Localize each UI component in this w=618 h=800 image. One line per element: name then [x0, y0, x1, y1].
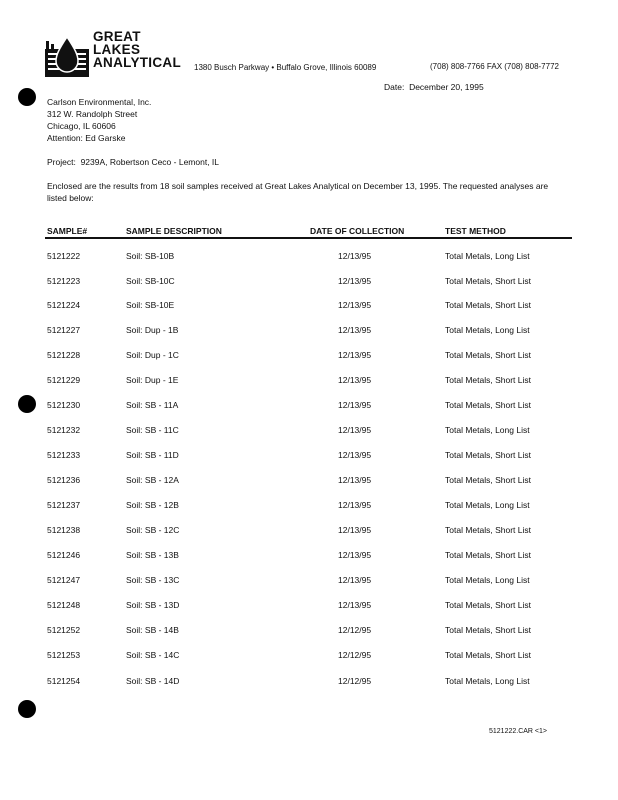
- cell-test-method: Total Metals, Short List: [445, 475, 531, 485]
- cell-date: 12/13/95: [338, 350, 372, 360]
- cell-test-method: Total Metals, Long List: [445, 251, 530, 261]
- cell-sample-number: 5121247: [47, 575, 81, 585]
- project-label: Project:: [47, 157, 76, 167]
- recipient-company: Carlson Environmental, Inc.: [47, 97, 152, 107]
- cell-date: 12/13/95: [338, 550, 372, 560]
- cell-date: 12/13/95: [338, 475, 372, 485]
- cell-sample-number: 5121246: [47, 550, 81, 560]
- cell-test-method: Total Metals, Short List: [445, 550, 531, 560]
- cell-description: Soil: SB - 12A: [126, 475, 179, 485]
- cell-description: Soil: SB - 13D: [126, 600, 180, 610]
- cell-sample-number: 5121233: [47, 450, 81, 460]
- recipient-attention: Attention: Ed Garske: [47, 133, 126, 143]
- cell-test-method: Total Metals, Long List: [445, 500, 530, 510]
- cell-sample-number: 5121252: [47, 625, 81, 635]
- cell-test-method: Total Metals, Long List: [445, 676, 530, 686]
- date-label: Date:: [384, 82, 405, 92]
- cell-date: 12/13/95: [338, 251, 372, 261]
- cell-sample-number: 5121228: [47, 350, 81, 360]
- header-rule: [45, 237, 572, 239]
- project-value: 9239A, Robertson Ceco - Lemont, IL: [80, 157, 220, 167]
- cell-test-method: Total Metals, Short List: [445, 300, 531, 310]
- cell-description: Soil: SB - 11C: [126, 425, 179, 435]
- cell-sample-number: 5121248: [47, 600, 81, 610]
- cell-test-method: Total Metals, Short List: [445, 350, 531, 360]
- cell-test-method: Total Metals, Short List: [445, 400, 531, 410]
- cell-date: 12/13/95: [338, 400, 372, 410]
- cell-description: Soil: SB - 12C: [126, 525, 180, 535]
- cell-date: 12/13/95: [338, 300, 372, 310]
- letter-date: [384, 82, 484, 92]
- header-sample-description: SAMPLE DESCRIPTION: [126, 226, 222, 236]
- cell-sample-number: 5121238: [47, 525, 81, 535]
- cell-description: Soil: SB - 13B: [126, 550, 179, 560]
- cell-test-method: Total Metals, Short List: [445, 650, 531, 660]
- cell-date: 12/12/95: [338, 625, 372, 635]
- company-logo-wordmark: [93, 30, 181, 69]
- punch-hole-bottom: [18, 700, 36, 718]
- cell-test-method: Total Metals, Short List: [445, 276, 531, 286]
- cell-date: 12/13/95: [338, 500, 372, 510]
- cell-date: 12/12/95: [338, 676, 372, 686]
- cell-sample-number: 5121224: [47, 300, 81, 310]
- cell-sample-number: 5121223: [47, 276, 81, 286]
- cell-date: 12/13/95: [338, 575, 372, 585]
- cell-sample-number: 5121232: [47, 425, 81, 435]
- cell-description: Soil: SB - 13C: [126, 575, 180, 585]
- cell-description: Soil: Dup - 1B: [126, 325, 179, 335]
- cell-description: Soil: SB-10B: [126, 251, 175, 261]
- logo-line-1: GREAT: [93, 29, 141, 44]
- cell-description: Soil: Dup - 1C: [126, 350, 179, 360]
- project-line: [47, 157, 219, 167]
- cell-description: Soil: SB - 11D: [126, 450, 179, 460]
- cell-sample-number: 5121227: [47, 325, 81, 335]
- punch-hole-top: [18, 88, 36, 106]
- cell-sample-number: 5121229: [47, 375, 81, 385]
- cell-date: 12/13/95: [338, 525, 372, 535]
- company-phone: (708) 808-7766 FAX (708) 808-7772: [430, 62, 559, 71]
- cell-description: Soil: SB - 11A: [126, 400, 179, 410]
- cell-test-method: Total Metals, Long List: [445, 575, 530, 585]
- header-date-of-collection: DATE OF COLLECTION: [310, 226, 405, 236]
- cell-date: 12/13/95: [338, 276, 372, 286]
- cell-date: 12/13/95: [338, 600, 372, 610]
- cell-sample-number: 5121236: [47, 475, 81, 485]
- cell-sample-number: 5121254: [47, 676, 81, 686]
- company-logo-icon: [45, 35, 89, 77]
- cell-date: 12/13/95: [338, 450, 372, 460]
- cell-description: Soil: SB - 14C: [126, 650, 180, 660]
- cell-date: 12/13/95: [338, 325, 372, 335]
- cell-description: Soil: SB-10E: [126, 300, 175, 310]
- cell-test-method: Total Metals, Short List: [445, 600, 531, 610]
- header-test-method: TEST METHOD: [445, 226, 506, 236]
- logo-line-2: LAKES: [93, 42, 141, 57]
- cell-date: 12/13/95: [338, 425, 372, 435]
- cell-description: Soil: SB - 12B: [126, 500, 179, 510]
- cell-description: Soil: SB - 14D: [126, 676, 180, 686]
- cell-sample-number: 5121237: [47, 500, 81, 510]
- cell-test-method: Total Metals, Long List: [445, 325, 530, 335]
- punch-hole-middle: [18, 395, 36, 413]
- cell-test-method: Total Metals, Short List: [445, 375, 531, 385]
- cell-test-method: Total Metals, Long List: [445, 425, 530, 435]
- page-footer: 5121222.CAR <1>: [489, 728, 547, 735]
- cell-sample-number: 5121253: [47, 650, 81, 660]
- cell-date: 12/13/95: [338, 375, 372, 385]
- cell-description: Soil: SB - 14B: [126, 625, 179, 635]
- logo-line-3: ANALYTICAL: [93, 55, 182, 70]
- header-sample-number: SAMPLE#: [47, 226, 88, 236]
- cell-test-method: Total Metals, Short List: [445, 625, 531, 635]
- cell-sample-number: 5121230: [47, 400, 81, 410]
- cell-description: Soil: Dup - 1E: [126, 375, 179, 385]
- recipient-street: 312 W. Randolph Street: [47, 109, 138, 119]
- cell-sample-number: 5121222: [47, 251, 81, 261]
- company-address: 1380 Busch Parkway • Buffalo Grove, Illinois 60089: [194, 63, 377, 72]
- cell-description: Soil: SB-10C: [126, 276, 175, 286]
- intro-paragraph: Enclosed are the results from 18 soil samples received at Great Lakes Analytical on December 13, 1995. The requested analyses are listed below:: [47, 181, 549, 203]
- recipient-address: [47, 96, 151, 144]
- cell-date: 12/12/95: [338, 650, 372, 660]
- date-value: December 20, 1995: [409, 82, 484, 92]
- cell-test-method: Total Metals, Short List: [445, 450, 531, 460]
- cell-test-method: Total Metals, Short List: [445, 525, 531, 535]
- recipient-city: Chicago, IL 60606: [47, 121, 116, 131]
